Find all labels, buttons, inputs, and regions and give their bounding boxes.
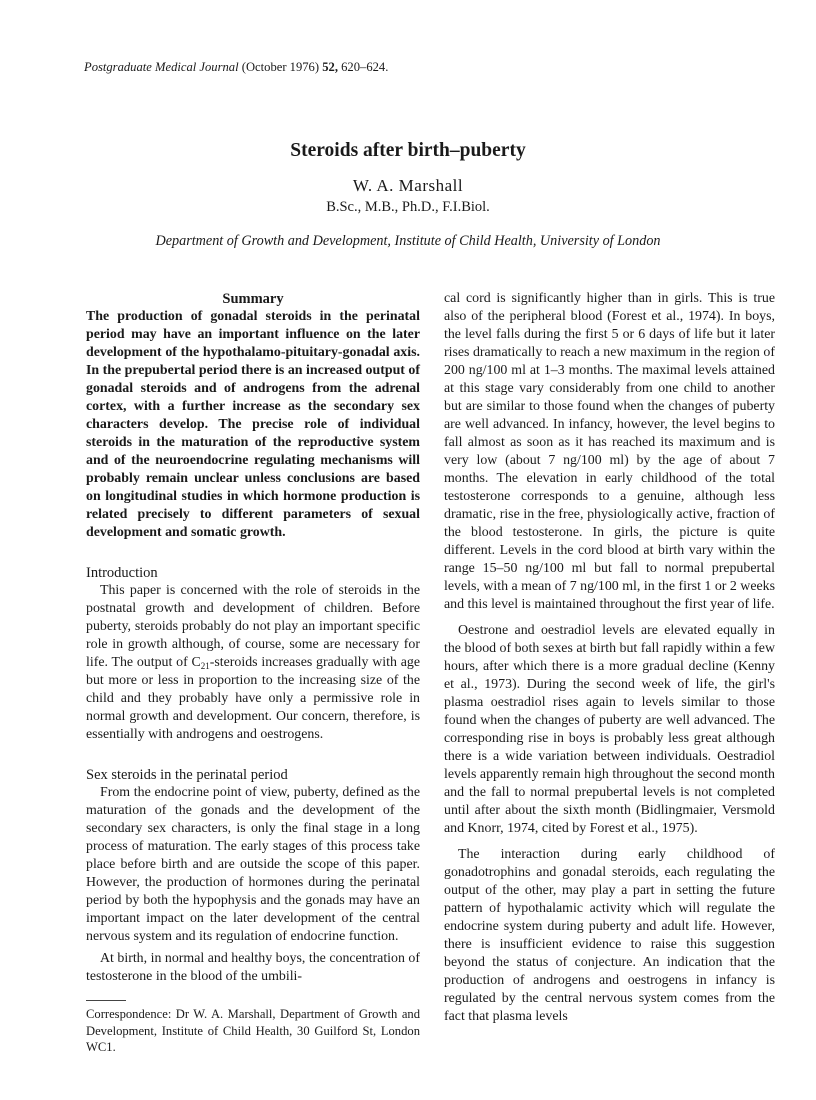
perinatal-paragraph-1: From the endocrine point of view, puberty, defined as the maturation of the gonads and the development of the secondary sex characters, is only the final stage in a long process of maturation. The early stages of this process take place before birth and are outside the scope of this paper. However, the production of hormones during the perinatal period by both the hypophysis and the gonads may have an important impact on the later development of the central nervous system and its regulation of endocrine function. bbox=[86, 785, 420, 944]
issue-date: (October 1976) bbox=[241, 60, 320, 74]
footnote-rule bbox=[86, 1000, 126, 1001]
author-degrees: B.Sc., M.B., Ph.D., F.I.Biol. bbox=[326, 199, 490, 215]
volume: 52, bbox=[322, 60, 338, 74]
page-range: 620–624. bbox=[341, 60, 389, 74]
introduction-heading: Introduction bbox=[86, 565, 158, 581]
journal-name: Postgraduate Medical Journal bbox=[84, 60, 239, 74]
journal-citation bbox=[84, 60, 388, 75]
perinatal-heading: Sex steroids in the perinatal period bbox=[86, 767, 288, 783]
right-column bbox=[444, 290, 775, 1026]
correspondence-footnote: Correspondence: Dr W. A. Marshall, Department of Growth and Development, Institute of Child Health, 30 Guilford St, London WC1. bbox=[86, 1007, 420, 1054]
article-title: Steroids after birth–puberty bbox=[290, 140, 526, 161]
affiliation: Department of Growth and Development, Institute of Child Health, University of London bbox=[155, 233, 661, 249]
right-paragraph-2: Oestrone and oestradiol levels are elevated equally in the blood of both sexes at birth but fall rapidly within a few hours, after which there is a more gradual decline (Kenny et al., 1973). During the second week of life, the girl's plasma oestradiol rises again to levels similar to those found when the changes of puberty are well advanced. The corresponding rise in boys is probably less great although there is a wide variation between individuals. Oestradiol levels apparently remain high throughout the second month and the fall to normal prepubertal levels is not completed until after about the sixth month (Bidlingmaier, Versmold and Knorr, 1974, cited by Forest et al., 1975). bbox=[444, 623, 775, 836]
right-paragraph-1: cal cord is significantly higher than in girls. This is true also of the peripheral blood (Forest et al., 1974). In boys, the level falls during the first 5 or 6 days of life but it later rises dramatically to reach a new maximum in the region of 200 ng/100 ml at 1–3 months. The maximal levels attained at this stage vary considerably from one child to another but are similar to those found when the changes of puberty are well advanced. In infancy, however, the level begins to fall almost as soon as it has reached its maximum and is very low (about 7 ng/100 ml) by the age of about 7 months. The elevation in early childhood of the total testosterone corresponds to a genuine, although less dramatic, rise in the free, physiologically active, fraction of the blood testosterone. In girls, the picture is quite different. Levels in the cord blood at birth vary within the range 15–50 ng/100 ml but fall to normal prepubertal levels, with a mean of 7 ng/100 ml, in the first 1 or 2 weeks and this level is maintained throughout the first year of life. bbox=[444, 291, 775, 612]
summary-text: The production of gonadal steroids in the perinatal period may have an important influence on the later development of the hypothalamo-pituitary-gonadal axis. In the prepubertal period there is an increased output of gonadal steroids and of androgens from the adrenal cortex, with a further increase as the secondary sex characters develop. The precise role of individual steroids in the maturation of the reproductive system and of the neuroendocrine regulating mechanisms will probably remain unclear unless conclusions are based on longitudinal studies in which hormone production is related precisely to different parameters of sexual development and somatic growth. bbox=[86, 309, 420, 540]
perinatal-paragraph-2: At birth, in normal and healthy boys, the concentration of testosterone in the blood of the umbili- bbox=[86, 951, 420, 984]
summary-heading: Summary bbox=[222, 291, 284, 307]
introduction-paragraph: This paper is concerned with the role of steroids in the postnatal growth and development of children. Before puberty, steroids probably do not play an important specific role in growth although, of course, some are necessary for life. The output of $C_{21}$-steroids increases gradually with age but more or less in proportion to the increasing size of the child and they probably have only a permissive role in normal growth and development. Our concern, therefore, is essentially with androgens and oestrogens. bbox=[86, 583, 420, 742]
left-column bbox=[86, 290, 420, 986]
author-name: W. A. Marshall bbox=[352, 176, 464, 195]
right-paragraph-3: The interaction during early childhood of gonadotrophins and gonadal steroids, each regulating the output of the other, may play a part in setting the future pattern of hypothalamic activity which will regulate the endocrine system during puberty and adult life. However, there is insufficient evidence to raise this suggestion beyond the status of conjecture. An indication that the production of androgens and oestrogens in infancy is regulated by the central nervous system comes from the fact that plasma levels bbox=[444, 847, 775, 1024]
